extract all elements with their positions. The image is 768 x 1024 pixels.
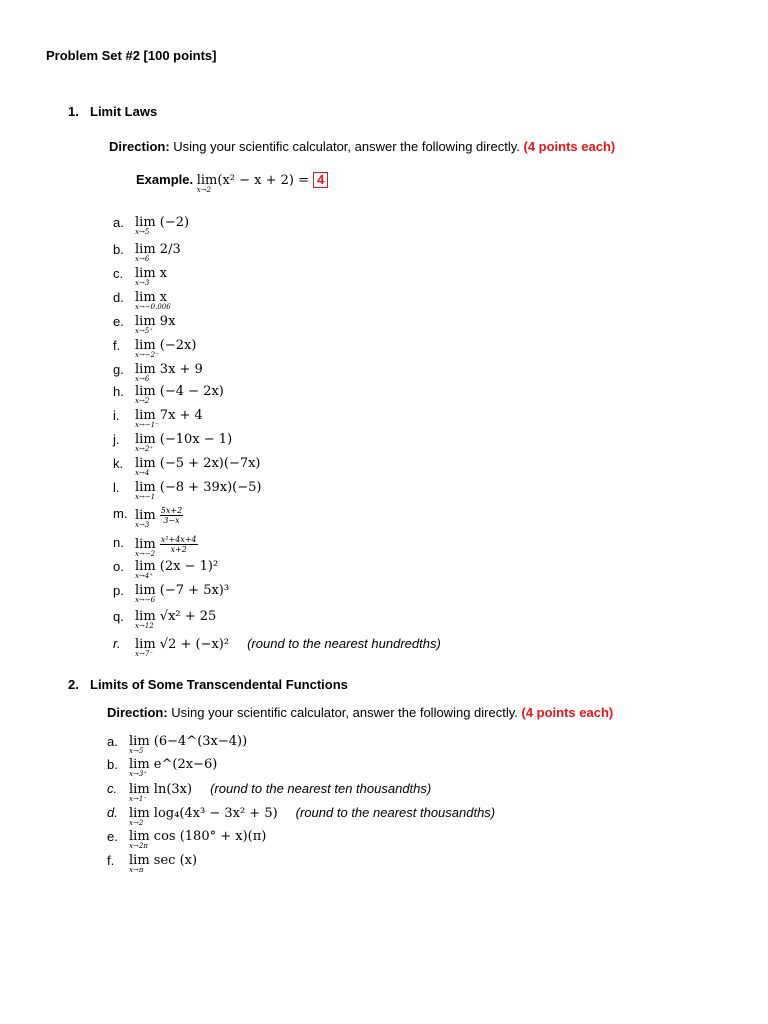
limit-operator: lim x→−6	[135, 583, 156, 604]
problem-expression	[129, 734, 248, 755]
limit-operator: lim x→6	[135, 242, 156, 263]
expression-body: ln(3x)	[153, 782, 193, 797]
limit-subscript: x→2	[196, 186, 211, 194]
limit-subscript: x→6	[135, 255, 150, 263]
problem-letter: a.	[113, 215, 124, 230]
limit-operator: lim x→1⁻	[129, 782, 150, 803]
problem-letter: o.	[113, 559, 124, 574]
expression-body: (−2x)	[159, 338, 197, 353]
limit-subscript: x→−1⁻	[135, 421, 159, 429]
fraction-denominator: 3−x	[163, 516, 180, 525]
problem-letter: n.	[113, 535, 124, 550]
direction-label: Direction:	[107, 705, 168, 720]
fraction-numerator: 5x+2	[160, 506, 183, 515]
limit-operator: lim x→5	[129, 734, 150, 755]
section-2-number: 2.	[68, 677, 79, 692]
limit-operator: lim x→−1⁻	[135, 408, 159, 429]
limit-operator: lim x→4	[135, 456, 156, 477]
rounding-note: (round to the nearest ten thousandths)	[210, 781, 432, 796]
expression-body: (−8 + 39x)(−5)	[159, 480, 262, 495]
limit-subscript: x→−6	[135, 596, 156, 604]
expression-body: (−4 − 2x)	[159, 384, 224, 399]
limit-operator: lim x→3⁺	[129, 757, 150, 778]
problem-expression	[135, 314, 176, 335]
expression-body: 3x + 9	[159, 362, 203, 377]
limit-subscript: x→5	[135, 228, 150, 236]
section-2-direction	[107, 705, 613, 720]
expression-body: e^(2x−6)	[153, 757, 218, 772]
limit-operator: lim x→4⁺	[135, 559, 156, 580]
problem-letter: c.	[113, 266, 124, 281]
limit-operator: lim x→3	[135, 266, 156, 287]
limit-subscript: x→2π	[129, 842, 148, 850]
points-note: (4 points each)	[523, 139, 616, 154]
problem-expression	[135, 408, 203, 429]
limit-operator: lim x→2	[129, 806, 150, 827]
problem-letter: a.	[107, 734, 118, 749]
limit-operator: lim x→π	[129, 853, 150, 874]
problem-letter: e.	[113, 314, 124, 329]
rounding-note: (round to the nearest thousandths)	[295, 805, 496, 820]
limit-subscript: x→2	[135, 397, 150, 405]
rounding-note: (round to the nearest hundredths)	[247, 636, 441, 651]
problem-expression	[135, 636, 441, 658]
limit-subscript: x→−0.006	[135, 303, 171, 311]
section-1-number: 1.	[68, 104, 79, 119]
section-2-heading	[68, 677, 348, 692]
limit-subscript: x→3	[135, 279, 150, 287]
fraction-numerator: x²+4x+4	[160, 535, 197, 544]
limit-operator: lim x→6	[135, 362, 156, 383]
section-1-title: Limit Laws	[90, 104, 158, 119]
expression-body: (−5 + 2x)(−7x)	[159, 456, 261, 471]
limit-operator: lim x→5	[135, 215, 156, 236]
fraction-denominator: x+2	[170, 545, 187, 554]
limit-subscript: x→−1	[135, 493, 156, 501]
expression-body: (−2)	[159, 215, 190, 230]
example-line	[136, 172, 328, 194]
problem-letter: d.	[113, 290, 124, 305]
problem-letter: r.	[113, 636, 121, 651]
example-answer-box: 4	[313, 172, 328, 188]
limit-operator: lim x→3	[135, 508, 156, 529]
problem-letter: e.	[107, 829, 118, 844]
expression-body: (2x − 1)²	[159, 559, 219, 574]
fraction	[160, 506, 183, 525]
section-1-direction	[109, 139, 615, 154]
expression-body: sec (x)	[153, 853, 198, 868]
fraction	[160, 535, 198, 554]
expression-body: 2/3	[159, 242, 181, 257]
problem-expression	[135, 609, 217, 630]
problem-expression	[135, 384, 224, 405]
problem-expression	[135, 559, 219, 580]
expression-body: (−7 + 5x)³	[159, 583, 230, 598]
problem-letter: h.	[113, 384, 124, 399]
limit-subscript: x→3⁺	[129, 770, 147, 778]
expression-body: (6−4^(3x−4))	[153, 734, 248, 749]
problem-expression	[135, 506, 183, 529]
problem-letter: i.	[113, 408, 120, 423]
problem-expression	[135, 432, 233, 453]
problem-letter: f.	[113, 338, 121, 353]
limit-subscript: x→−2⁻	[135, 351, 159, 359]
section-1-heading	[68, 104, 157, 119]
limit-subscript: x→5	[129, 747, 144, 755]
problem-letter: p.	[113, 583, 124, 598]
limit-operator: lim x→2	[196, 173, 218, 194]
problem-letter: b.	[113, 242, 124, 257]
problem-expression	[135, 583, 230, 604]
limit-subscript: x→2⁺	[135, 445, 153, 453]
example-label: Example.	[136, 172, 194, 187]
problem-letter: b.	[107, 757, 118, 772]
limit-operator: lim x→2	[135, 384, 156, 405]
problem-expression	[135, 535, 198, 558]
limit-subscript: x→1⁻	[129, 795, 147, 803]
limit-operator: lim x→12	[135, 609, 156, 630]
problem-letter: l.	[113, 480, 120, 495]
expression-body: cos (180° + x)(π)	[153, 829, 267, 844]
section-2-title: Limits of Some Transcendental Functions	[90, 677, 348, 692]
problem-expression	[135, 338, 197, 359]
problem-letter: q.	[113, 609, 124, 624]
limit-operator: lim x→−2⁻	[135, 338, 159, 359]
problem-expression	[135, 480, 262, 501]
problem-expression	[135, 266, 168, 287]
limit-operator: lim x→2π	[129, 829, 150, 850]
limit-operator: lim x→5⁺	[135, 314, 156, 335]
expression-body: √x² + 25	[159, 609, 217, 624]
page-title: Problem Set #2 [100 points]	[46, 48, 217, 63]
limit-subscript: x→2	[129, 819, 144, 827]
expression-body: x	[159, 266, 168, 281]
expression-body: x	[159, 290, 168, 305]
expression-body: 7x + 4	[159, 408, 203, 423]
problem-expression	[135, 290, 171, 311]
problem-letter: k.	[113, 456, 124, 471]
limit-subscript: x→7⁻	[135, 650, 153, 658]
problem-letter: g.	[113, 362, 124, 377]
expression-body: (−10x − 1)	[159, 432, 233, 447]
limit-operator: lim x→−0.006	[135, 290, 171, 311]
limit-subscript: x→3	[135, 521, 150, 529]
limit-subscript: x→−2	[135, 550, 156, 558]
problem-expression	[135, 362, 203, 383]
problem-expression	[135, 456, 261, 477]
problem-letter: f.	[107, 853, 115, 868]
example-expression: (x² − x + 2) =	[217, 173, 310, 188]
problem-letter: d.	[107, 805, 118, 820]
expression-body: log₄(4x³ − 3x² + 5)	[153, 806, 278, 821]
problem-letter: c.	[107, 781, 118, 796]
problem-expression	[135, 242, 181, 263]
problem-expression	[129, 805, 496, 827]
expression-body: √2 + (−x)²	[159, 637, 230, 652]
problem-letter: m.	[113, 506, 128, 521]
problem-expression	[129, 829, 267, 850]
direction-text: Using your scientific calculator, answer the following directly.	[169, 139, 524, 154]
limit-operator: lim x→7⁻	[135, 637, 156, 658]
direction-label: Direction:	[109, 139, 170, 154]
direction-text: Using your scientific calculator, answer the following directly.	[167, 705, 522, 720]
limit-operator: lim x→−1	[135, 480, 156, 501]
limit-operator: lim x→−2	[135, 537, 156, 558]
limit-operator: lim x→2⁺	[135, 432, 156, 453]
points-note: (4 points each)	[521, 705, 614, 720]
problem-letter: j.	[113, 432, 120, 447]
problem-expression	[129, 757, 218, 778]
limit-subscript: x→5⁺	[135, 327, 153, 335]
problem-expression	[129, 781, 432, 803]
problem-expression	[135, 215, 190, 236]
limit-subscript: x→6	[135, 375, 150, 383]
limit-subscript: x→π	[129, 866, 144, 874]
limit-subscript: x→4⁺	[135, 572, 153, 580]
problem-expression	[129, 853, 198, 874]
limit-subscript: x→4	[135, 469, 150, 477]
expression-body: 9x	[159, 314, 176, 329]
limit-subscript: x→12	[135, 622, 154, 630]
